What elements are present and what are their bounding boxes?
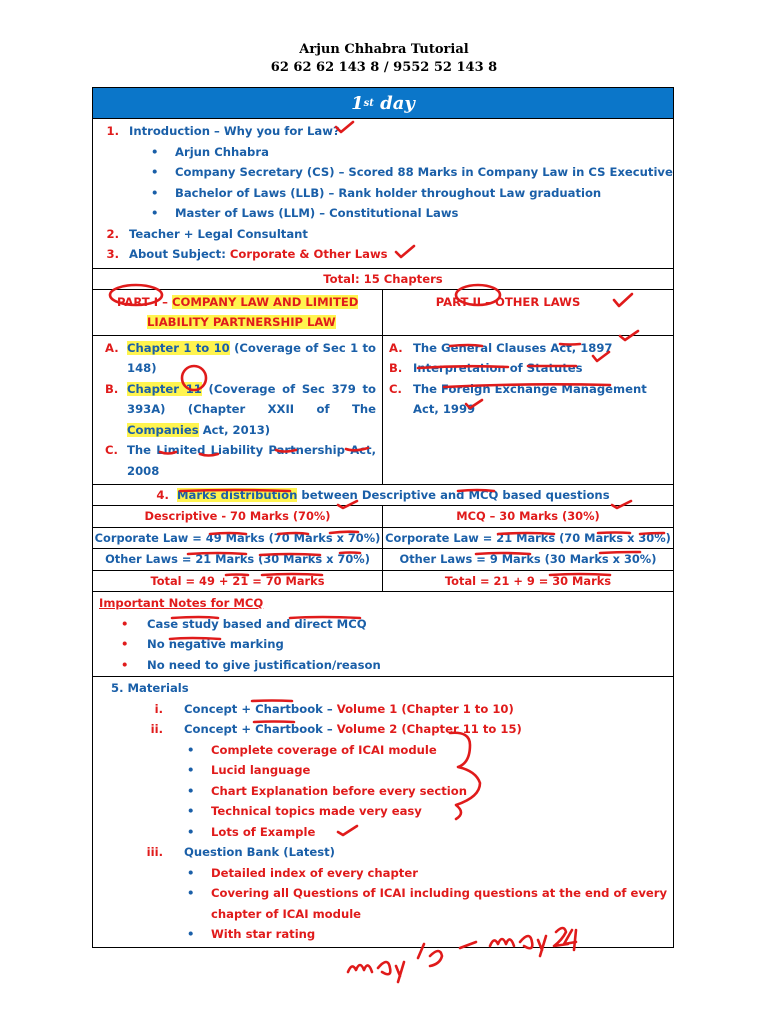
intro-section (93, 119, 673, 269)
list-item: • With star rating (187, 927, 316, 941)
list-item: • Detailed index of every chapter (187, 865, 418, 880)
mcq-notes (93, 592, 673, 677)
part2-header: PART II – OTHER LAWS (435, 294, 581, 309)
part1-title: COMPANY LAW AND LIMITED (171, 294, 359, 309)
intro-bullet: • Bachelor of Laws (LLB) – Rank holder throughout Law graduation (151, 185, 602, 200)
intro-item-2: 2. Teacher + Legal Consultant (106, 226, 308, 241)
list-marker: 1. (106, 124, 119, 138)
parts-content (93, 336, 673, 486)
list-item: • No need to give justification/reason (121, 657, 381, 672)
materials-item-ii: ii. Concept + Chartbook – Volume 2 (Chapter 11 to 15) (150, 722, 522, 736)
part2-item-b: B. Interpretation of Statutes (389, 361, 583, 375)
part1-content (93, 336, 383, 485)
day-heading (93, 88, 673, 119)
header-title: Arjun Chhabra Tutorial (299, 42, 469, 57)
intro-item-1 (93, 121, 673, 142)
list-item: • Lots of Example (187, 824, 316, 839)
list-item: • Complete coverage of ICAI module (187, 742, 437, 757)
materials-section (93, 677, 673, 947)
intro-bullet: • Company Secretary (CS) – Scored 88 Marks in Company Law in CS Executive (151, 165, 673, 179)
day-number: 1 (351, 92, 364, 114)
marks-table-head: Descriptive - 70 Marks (70%) MCQ – 30 Marks (30%) (93, 506, 673, 528)
total-chapters: Total: 15 Chapters (93, 269, 673, 290)
list-item: • Covering all Questions of ICAI including questions at the end of every (187, 886, 668, 900)
marks-heading: 4. Marks distribution between Descriptive and MCQ based questions (93, 485, 673, 506)
table-row: Other Laws = 21 Marks (30 Marks x 70%) Other Laws = 9 Marks (30 Marks x 30%) (93, 549, 673, 571)
header-phone: 62 62 62 143 8 / 9552 52 143 8 (270, 60, 498, 75)
materials-item-i: i. Concept + Chartbook – Volume 1 (Chapter 1 to 10) (154, 701, 514, 716)
part1-label: PART I (117, 294, 159, 309)
marks-table (93, 506, 673, 592)
table-row: Corporate Law = 49 Marks (70 Marks x 70%) Corporate Law = 21 Marks (70 Marks x 30%) (93, 528, 673, 550)
part1-item-b: B. Chapter 11 (Coverage of Sec 379 to 393A) (Chapter XXII of The Companies Act, 2013) (105, 381, 376, 437)
mcq-notes-title: Important Notes for MCQ (99, 596, 264, 610)
materials-title: 5. Materials (111, 681, 189, 695)
part1-header: PART I – COMPANY LAW AND LIMITED LIABILITY PARTNERSHIP LAW (93, 290, 383, 335)
intro-item-1-text: Introduction – Why you for Law? (129, 124, 340, 138)
list-item: • Lucid language (187, 763, 311, 777)
part2-label: PART II (435, 294, 482, 309)
intro-item-3: 3. About Subject: Corporate & Other Laws (106, 247, 388, 261)
table-row-total: Total = 49 + 21 = 70 Marks Total = 21 + 9 = 30 Marks (93, 571, 673, 592)
intro-bullet: • Master of Laws (LLM) – Constitutional Laws (151, 206, 459, 220)
list-item-continuation: chapter of ICAI module (211, 906, 362, 921)
day-word: day (373, 92, 415, 114)
list-item: • Technical topics made very easy (187, 804, 422, 818)
day-suffix: st (363, 97, 374, 109)
list-item: • Chart Explanation before every section (187, 783, 467, 798)
document-sheet (92, 87, 674, 948)
part1-item-a: A. Chapter 1 to 10 (Coverage of Sec 1 to 148) (105, 340, 376, 375)
list-item: • Case study based and direct MCQ (121, 616, 367, 631)
list-item: • No negative marking (121, 637, 284, 651)
parts-header (93, 290, 673, 336)
part2-content (383, 336, 673, 485)
materials-item-iii: iii. Question Bank (Latest) (146, 845, 335, 859)
intro-bullet: • Arjun Chhabra (151, 144, 269, 159)
part1-item-c: C. The Limited Liability Partnership Act, 2008 (105, 443, 376, 478)
part2-item-a: A. The General Clauses Act, 1897 (389, 340, 613, 355)
part2-item-c: C. The Foreign Exchange Management Act, 1999 (389, 381, 647, 416)
